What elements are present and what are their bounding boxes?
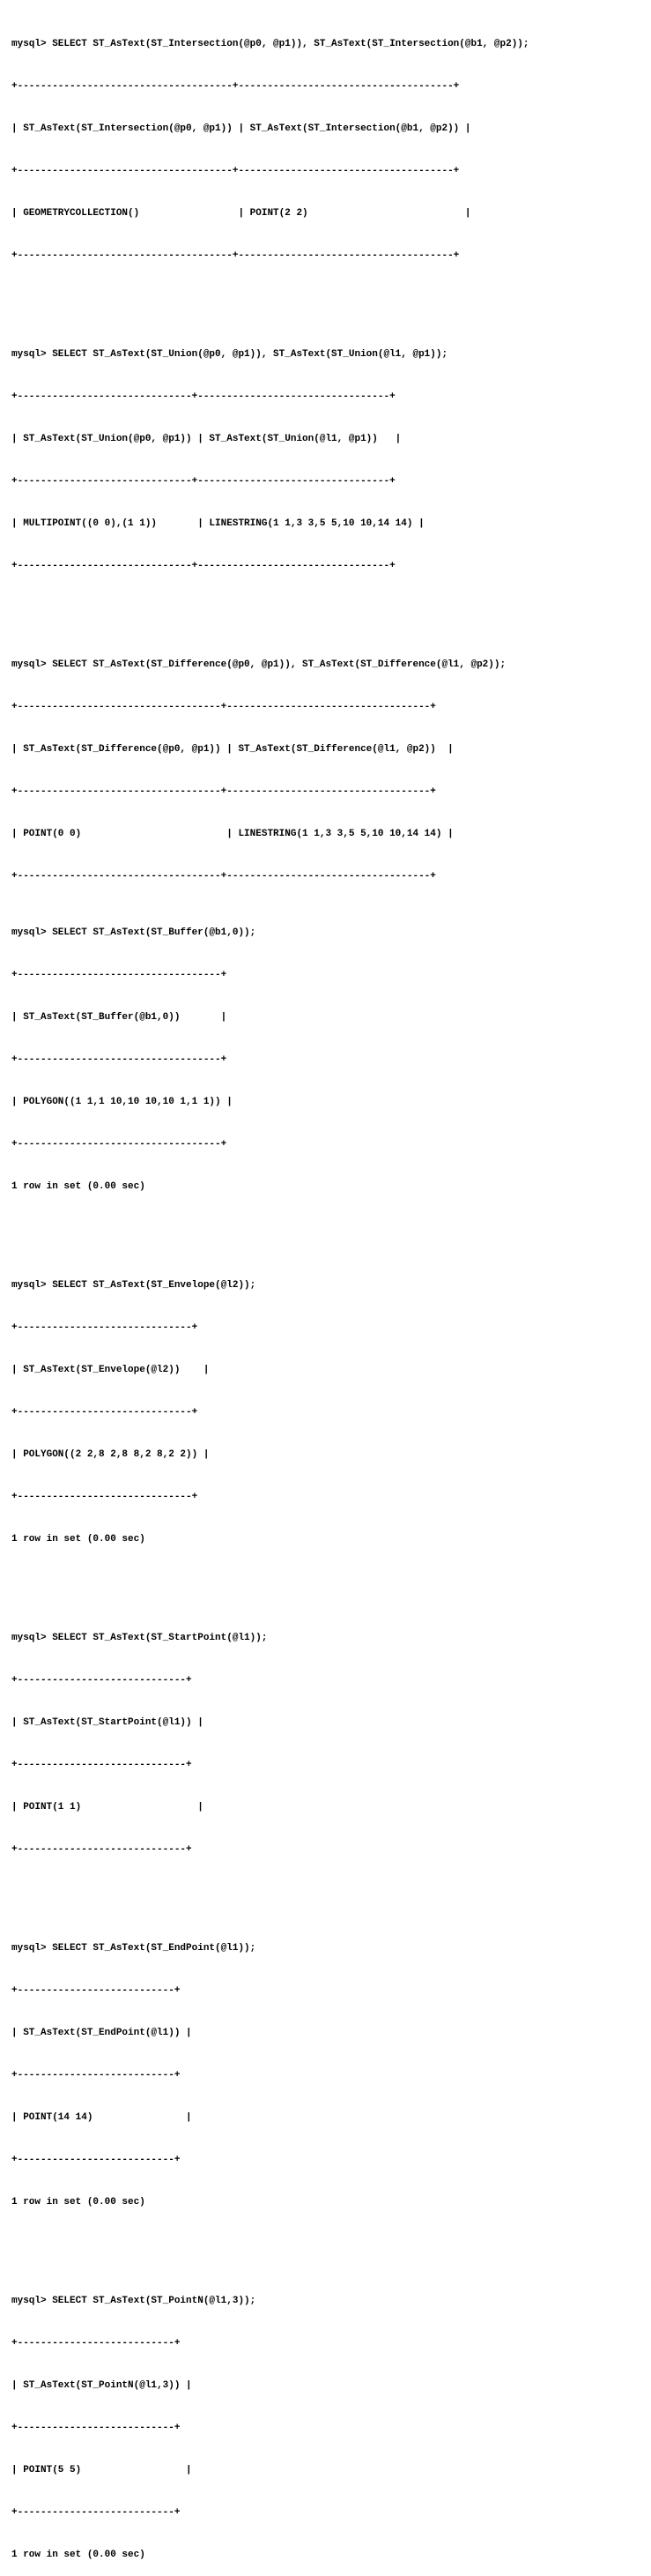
table-border: +------------------------------+---------------------------------+ — [11, 561, 396, 571]
query-line: mysql> SELECT ST_AsText(ST_Intersection(@p0, @p1)), ST_AsText(ST_Intersection(@b1, @p2)); — [11, 39, 529, 49]
table-header-row: | ST_AsText(ST_StartPoint(@l1)) | — [11, 1717, 203, 1728]
table-border: +---------------------------+ — [11, 2507, 181, 2518]
table-row: | POINT(14 14) | — [11, 2112, 192, 2123]
table-header-row: | ST_AsText(ST_PointN(@l1,3)) | — [11, 2380, 192, 2391]
table-row: | POLYGON((2 2,8 2,8 8,2 8,2 2)) | — [11, 1449, 210, 1460]
table-border: +------------------------------+ — [11, 1492, 198, 1502]
table-border: +-------------------------------------+-------------------------------------+ — [11, 81, 460, 92]
table-border: +-----------------------------+ — [11, 1844, 192, 1855]
table-border: +------------------------------+ — [11, 1322, 198, 1333]
query-line: mysql> SELECT ST_AsText(ST_Envelope(@l2)); — [11, 1280, 256, 1291]
query-line: mysql> SELECT ST_AsText(ST_Difference(@p0, @p1)), ST_AsText(ST_Difference(@l1, @p2)); — [11, 659, 507, 670]
result-status: 1 row in set (0.00 sec) — [11, 2550, 145, 2560]
table-border: +-----------------------------+ — [11, 1760, 192, 1770]
table-border: +-----------------------------------+ — [11, 1054, 227, 1065]
table-border: +-----------------------------+ — [11, 1675, 192, 1686]
table-header-row: | ST_AsText(ST_Buffer(@b1,0)) | — [11, 1012, 227, 1023]
table-border: +-----------------------------------+-----------------------------------+ — [11, 786, 436, 797]
blank-line — [11, 1222, 651, 1236]
table-header-row: | ST_AsText(ST_Envelope(@l2)) | — [11, 1365, 210, 1375]
table-border: +-------------------------------------+-------------------------------------+ — [11, 250, 460, 261]
table-border: +---------------------------+ — [11, 2155, 181, 2165]
result-status: 1 row in set (0.00 sec) — [11, 1534, 145, 1545]
blank-line — [11, 601, 651, 615]
table-row: | GEOMETRYCOLLECTION() | POINT(2 2) | — [11, 208, 471, 219]
table-row: | POINT(5 5) | — [11, 2465, 192, 2475]
table-border: +-------------------------------------+-------------------------------------+ — [11, 166, 460, 176]
table-header-row: | ST_AsText(ST_Intersection(@p0, @p1)) | ST_AsText(ST_Intersection(@b1, @p2)) | — [11, 123, 471, 134]
blank-line — [11, 2237, 651, 2252]
table-row: | POINT(0 0) | LINESTRING(1 1,3 3,5 5,10 10,14 14) | — [11, 829, 454, 839]
table-border: +---------------------------+ — [11, 2338, 181, 2349]
query-line: mysql> SELECT ST_AsText(ST_PointN(@l1,3)); — [11, 2296, 256, 2306]
table-border: +------------------------------+---------------------------------+ — [11, 391, 396, 402]
table-row: | POLYGON((1 1,1 10,10 10,10 1,1 1)) | — [11, 1097, 233, 1107]
table-border: +------------------------------+---------------------------------+ — [11, 476, 396, 487]
table-border: +-----------------------------------+-----------------------------------+ — [11, 871, 436, 882]
table-border: +-----------------------------------+ — [11, 1139, 227, 1150]
table-border: +-----------------------------------+ — [11, 970, 227, 980]
table-header-row: | ST_AsText(ST_Union(@p0, @p1)) | ST_AsText(ST_Union(@l1, @p1)) | — [11, 434, 402, 444]
table-header-row: | ST_AsText(ST_Difference(@p0, @p1)) | ST_AsText(ST_Difference(@l1, @p2)) | — [11, 744, 454, 755]
query-line: mysql> SELECT ST_AsText(ST_StartPoint(@l1)); — [11, 1633, 268, 1643]
blank-line — [11, 291, 651, 305]
result-status: 1 row in set (0.00 sec) — [11, 1181, 145, 1192]
table-border: +------------------------------+ — [11, 1407, 198, 1418]
table-border: +---------------------------+ — [11, 1985, 181, 1996]
table-border: +---------------------------+ — [11, 2423, 181, 2433]
query-line: mysql> SELECT ST_AsText(ST_EndPoint(@l1)); — [11, 1943, 256, 1954]
table-border: +---------------------------+ — [11, 2070, 181, 2081]
table-row: | MULTIPOINT((0 0),(1 1)) | LINESTRING(1 1,3 3,5 5,10 10,14 14) | — [11, 518, 425, 529]
result-status: 1 row in set (0.00 sec) — [11, 2197, 145, 2207]
table-row: | POINT(1 1) | — [11, 1802, 203, 1813]
query-line: mysql> SELECT ST_AsText(ST_Buffer(@b1,0)); — [11, 927, 256, 938]
table-border: +-----------------------------------+-----------------------------------+ — [11, 702, 436, 712]
blank-line — [11, 1575, 651, 1589]
query-line: mysql> SELECT ST_AsText(ST_Union(@p0, @p1)), ST_AsText(ST_Union(@l1, @p1)); — [11, 349, 448, 360]
blank-line — [11, 1885, 651, 1899]
table-header-row: | ST_AsText(ST_EndPoint(@l1)) | — [11, 2028, 192, 2038]
